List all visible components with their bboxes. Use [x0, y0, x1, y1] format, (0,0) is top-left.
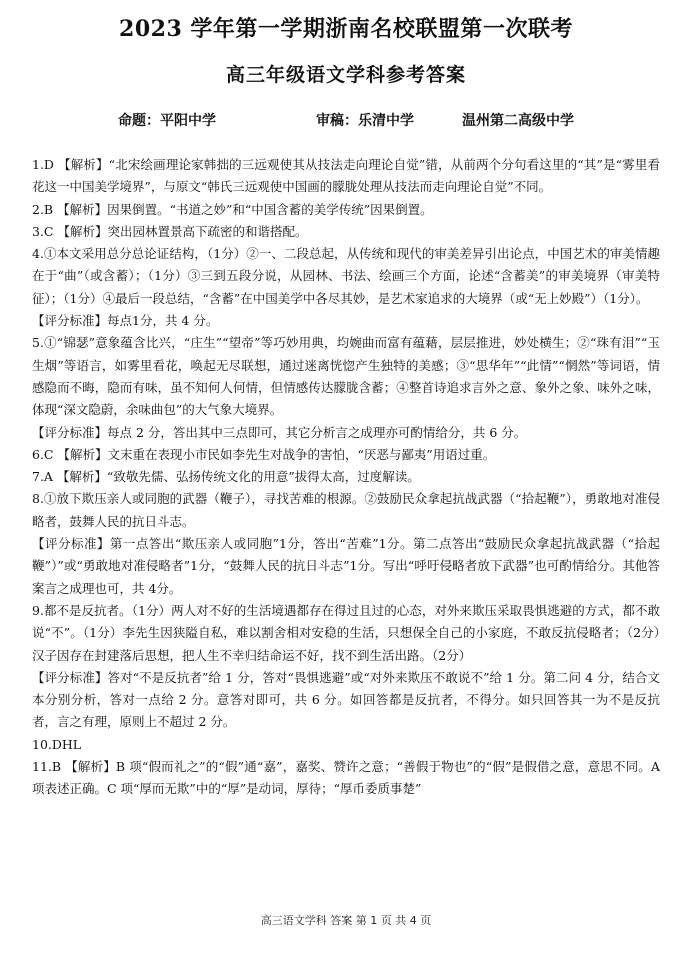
answer-10: 10.DHL — [32, 736, 82, 752]
document-subtitle: 高三年级语文学科参考答案 — [225, 64, 466, 86]
scoring-5: 【评分标准】每点 2 分，答出其中三点即可，其它分析言之成理亦可酌情给分，共 6 分。 — [32, 424, 527, 440]
proposer-credit: 命题：平阳中学 — [118, 113, 216, 129]
reviewer-credit: 审稿：乐清中学 — [316, 113, 414, 129]
answer-5: 5.①“锦瑟”意象蕴含比兴，“庄生”“望帝”等巧妙用典，均婉曲而富有蕴藉，层层推进，妙处横生；②“珠有泪”“玉生烟”等语言，如雾里看花，唤起无尽联想，通过迷离恍惚产生独特的美感；③“思华年”“此情”“惘然”等词语，情感隐而不晦，隐而有味，虽不知何人何情，但情感传达朦胧含蓄；④整首诗追求言外之意、象外之象、味外之味，体现“深文隐蔚，余味曲包”的大气象大境界。 — [32, 335, 660, 418]
page-footer: 高三语文学科 答案 第 1 页 共 4 页 — [260, 914, 432, 927]
scoring-8: 【评分标准】第一点答出“欺压亲人或同胞”1分，答出“苦难”1分。第二点答出“鼓励民众拿起抗战武器（“拾起鞭”）”或“勇敢地对准侵略者”1分，“鼓舞人民的抗日斗志”1分。写出“呼吁侵略者放下武器”也可酌情给分。其他答案言之成理也可，共 4分。 — [32, 536, 660, 596]
answer-8: 8.①放下欺压亲人或同胞的武器（鞭子），寻找苦难的根源。②鼓励民众拿起抗战武器（“拾起鞭”），勇敢地对准侵略者，鼓舞人民的抗日斗志。 — [32, 491, 660, 529]
answer-9: 9.都不是反抗者。（1分）两人对不好的生活境遇都存在得过且过的心态，对外来欺压采取畏惧逃避的方式，都不敢说“不”。（1分）李先生因狭隘自私，难以割舍相对安稳的生活，只想保全自己的小家庭，不敢反抗侵略者；（2分）汉子因存在封建落后思想，把人生不幸归结命运不好，找不到生活出路。（2分） — [32, 602, 660, 663]
answer-6: 6.C 【解析】文末重在表现小市民如李先生对战争的害怕，“厌恶与鄙夷”用语过重。 — [32, 446, 496, 462]
answer-11: 11.B 【解析】B 项“假而礼之”的“假”通“嘉”，嘉奖、赞许之意；“善假于物也”的“假”是假借之意，意思不同。A 项表述正确。C 项“厚而无欺”中的“厚”是动词，厚待；“厚币委质事楚” — [32, 759, 660, 797]
scoring-4: 【评分标准】每点1分，共 4 分。 — [32, 313, 219, 329]
answer-4: 4.①本文采用总分总论证结构，（1分）②一、二段总起，从传统和现代的审美差异引出论点，中国艺术的审美情趣在于“曲”（或含蓄）；（1分）③三到五段分说，从园林、书法、绘画三个方面，论述“含蓄美”的审美境界（审美特征）；（1分）④最后一段总结，“含蓄”在中国美学中各尽其妙，是艺术家追求的大境界（或“无上妙殿”）（1分）。 — [32, 246, 660, 306]
document-title: 2023 学年第一学期浙南名校联盟第一次联考 — [119, 16, 573, 42]
answer-3: 3.C 【解析】突出园林置景高下疏密的和谐搭配。 — [32, 223, 308, 239]
answer-body — [32, 154, 660, 801]
answer-2: 2.B 【解析】因果倒置。“书道之妙”和“中国含蓄的美学传统”因果倒置。 — [32, 201, 433, 217]
answer-7: 7.A 【解析】“致敬先儒、弘扬传统文化的用意”拔得太高，过度解读。 — [32, 469, 420, 485]
answer-1: 1.D 【解析】“北宋绘画理论家韩拙的三远观使其从技法走向理论自觉”错，从前两个分句看这里的“其”是“雾里看花这一中国美学境界”，与原文“韩氏三远观使中国画的朦胧处理从技法而走向理论自觉”不同。 — [32, 157, 660, 195]
credits-line — [0, 110, 692, 132]
scoring-9: 【评分标准】答对“不是反抗者”给 1 分，答对“畏惧逃避”或“对外来欺压不敢说不”给 1 分。第二问 4 分，结合文本分别分析，答对一点给 2 分。意答对即可，共 6 分。如回答都是反抗者，不得分。如只回答其一为不是反抗者，言之有理，原则上不超过 2 分。 — [32, 669, 660, 730]
reviewer-credit-2: 温州第二高级中学 — [462, 113, 574, 129]
